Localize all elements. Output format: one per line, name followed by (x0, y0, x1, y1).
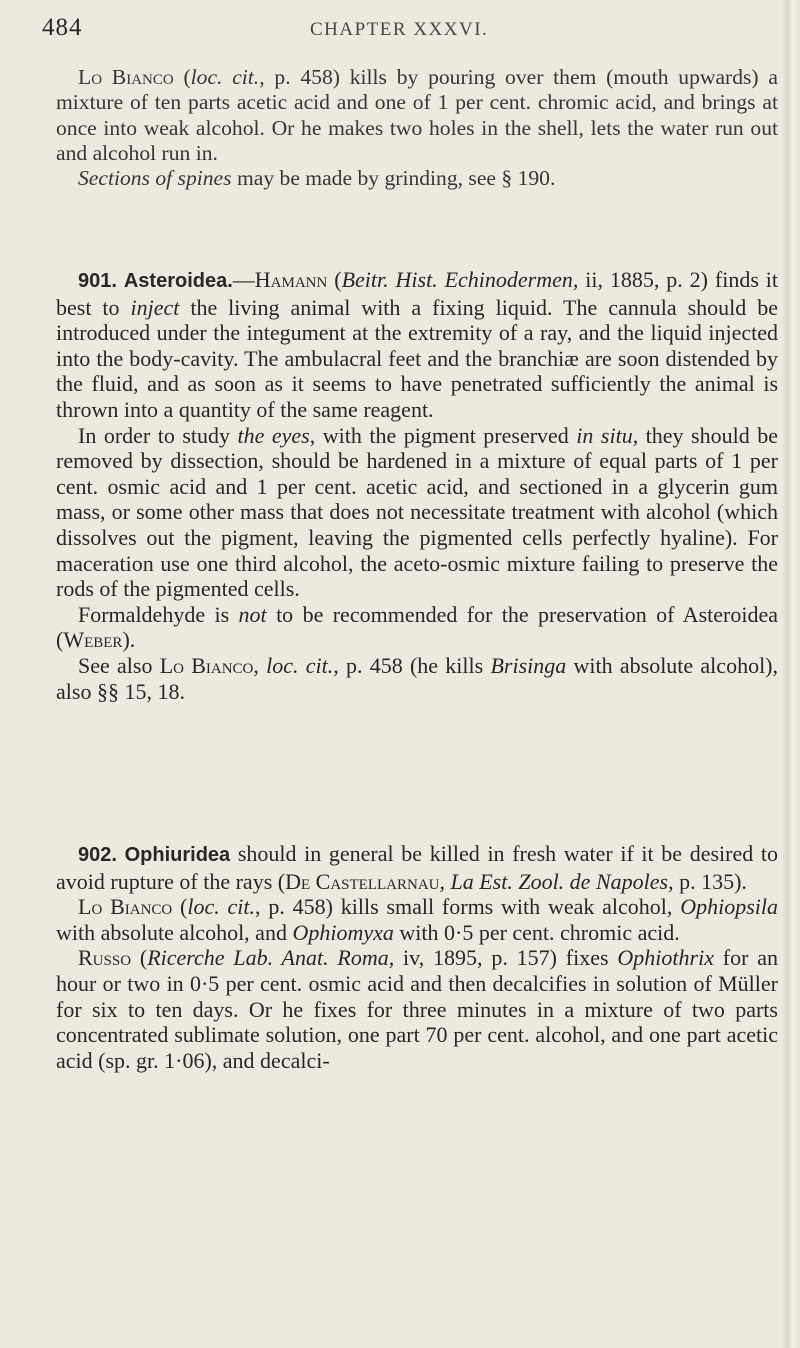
spines-label: Sections of spines (78, 166, 232, 191)
text-run: , (253, 652, 267, 678)
ref-citation: loc. cit. (266, 652, 334, 678)
s902-paragraph-3 (56, 945, 778, 1073)
taxon-brisinga: Brisinga (490, 652, 567, 678)
s901-paragraph-2 (56, 423, 778, 602)
text-run: , p. 458 (he kills (333, 652, 491, 678)
text-run: should in general be killed in fresh water if it be desired to avoid rupture of the rays ( (56, 841, 779, 894)
text-run: ( (173, 65, 191, 89)
text-run: , iv, 1895, p. 157) fixes (388, 945, 618, 971)
text-run: Formaldehyde is (78, 601, 239, 627)
text-run: , p. 458) kills small forms with weak alcohol, (255, 894, 681, 920)
author-lo-bianco: Lo Bianco (78, 65, 174, 89)
text-run: ). (122, 627, 136, 653)
s902-paragraph-1 (56, 841, 778, 894)
author-russo: Russo (78, 945, 132, 971)
section-902 (56, 841, 778, 1073)
section-title: Asteroidea. (123, 270, 233, 292)
text-run: , p. 458) kills by pouring over them (mouth upwards) a mixture of ten parts acetic acid and one of 1 per cent. chromic acid, and brings at once into weak alcohol. Or he makes two holes in the shell, lets the water run out and alcohol run in. (56, 65, 778, 165)
page-number: 484 (42, 14, 83, 41)
author-lo-bianco: Lo Bianco (159, 652, 254, 678)
text-run: to be recommended for the preservation of Asteroidea ( (56, 601, 778, 653)
s901-paragraph-3 (56, 602, 778, 653)
text-run: for an hour or two in 0·5 per cent. osmic acid and then decalcifies in solution of Müller for six to ten days. Or he fixes for three minutes in a mixture of two parts concentrated sublimate solution, one part 70 per cent. alcohol, and one part acetic acid (sp. gr. 1·06), and decalci- (56, 945, 779, 1073)
text-run: See also (78, 652, 160, 678)
text-run: ( (172, 894, 188, 920)
s901-paragraph-4 (56, 653, 778, 704)
taxon-ophiothrix: Ophiothrix (617, 945, 714, 971)
lead-paragraph (56, 65, 778, 166)
author-hamann: Hamann (254, 267, 328, 292)
ref-citation: La Est. Zool. de Napoles (450, 868, 669, 894)
section-title: Ophiuridea (124, 844, 231, 866)
lead-block (56, 65, 778, 191)
ref-citation: Beitr. Hist. Echinodermen, (341, 267, 579, 292)
text-run: with 0·5 per cent. chromic acid. (393, 919, 680, 945)
text-run: with absolute alcohol), also §§ 15, 18. (56, 652, 779, 704)
text-run: , (439, 868, 451, 894)
ref-citation: Ricerche Lab. Anat. Roma (147, 945, 389, 971)
text-run: may be made by grinding, see § 190. (231, 166, 556, 191)
ref-citation: loc. cit. (187, 894, 256, 920)
text-run: , p. 135). (668, 868, 747, 894)
emphasis-inject: inject (130, 294, 180, 320)
author-lo-bianco: Lo Bianco (78, 894, 173, 920)
author-castellarnau: De Castellarnau (285, 868, 440, 894)
ref-citation: loc. cit. (190, 65, 260, 89)
text-run: ( (327, 267, 342, 292)
text-run: ii, 1885, p. 2) finds it best to (56, 267, 779, 320)
taxon-ophiomyxa: Ophiomyxa (292, 919, 394, 945)
spines-paragraph (56, 166, 778, 191)
running-head: CHAPTER XXXVI. (310, 19, 489, 40)
text-run: with absolute alcohol, and (56, 919, 293, 945)
text-run: , they should be removed by dissection, should be hardened in a mixture of equal parts of 1 per cent. osmic acid and 1 per cent. acetic acid, and sectioned in a glycerin gum mass, or some other mass that does not necessitate treatment with alcohol (which dissolves out the pigment, leaving the pigmented cells perfectly hyaline). For maceration use one third alcohol, the aceto-osmic mixture failing to preserve the rods of the pigmented cells. (56, 422, 778, 602)
text-run: In order to study (78, 422, 238, 448)
emphasis-not: not (238, 601, 267, 627)
taxon-ophiopsila: Ophiopsila (680, 894, 779, 920)
s902-paragraph-2 (56, 894, 778, 945)
emphasis-in-situ: in situ (576, 422, 633, 448)
text-run: ( (131, 945, 148, 971)
page-header (34, 14, 760, 54)
text-run: , with the pigment preserved (309, 422, 577, 448)
author-weber: Weber (63, 627, 123, 653)
emphasis-eyes: the eyes (237, 422, 310, 448)
section-901 (56, 267, 778, 704)
section-number: 901. (78, 270, 117, 292)
text-run: the living animal with a fixing liquid. The cannula should be introduced under the integument at the extremity of a ray, and the liquid injected into the body-cavity. The ambulacral feet and the branchiæ are soon distended by the fluid, and as soon as it seems to have penetrated sufficiently the animal is thrown into a quantity of the same reagent. (56, 294, 778, 422)
dash: — (232, 267, 255, 292)
section-number: 902. (78, 844, 117, 866)
page-edge-shadow (782, 0, 800, 1348)
s901-paragraph-1 (56, 267, 778, 423)
